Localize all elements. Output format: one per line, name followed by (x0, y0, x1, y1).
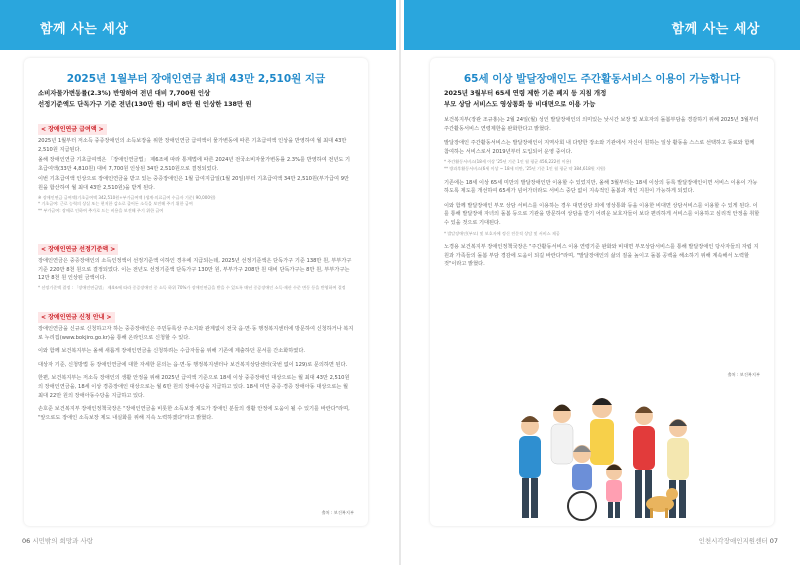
banner-title: 함께 사는 세상 (671, 22, 760, 37)
paragraph: 이와 함께 보건복지부는 올해 새롭게 장애인연금을 신청하려는 수급자들을 위해 기존에 제출하던 문서를 간소화하였다. (38, 348, 305, 355)
paragraph: 손호준 보건복지부 장애인정책국장은 "장애인연금을 비롯한 소득보장 제도가 장애인 분들의 생활 안정에 도움이 될 수 있기를 바란다"라며, "앞으로도 장애인 소득보장 제도 내실화를 위해 지속 노력하겠다"라고 밝혔다. (38, 406, 350, 421)
left-banner (0, 0, 396, 50)
people-illustration (502, 386, 702, 526)
page-number: 07 (769, 537, 778, 545)
footnote: * 선정기준액 결정 : 「장애인연금법」 제4조에 따라 중증장애인 중 소득 하위 70%가 장애인연금을 받을 수 있도록 매년 중증장애인 소득·재산 수준 변동 등을 반영하여 결정 (38, 284, 346, 290)
paragraph: 2025년 1월부터 저소득 중증장애인의 소득보장을 위한 장애인연금 급여액이 물가변동에 따른 기초급여액 인상을 반영하여 월 최대 43만 2,510원 지급된다. (38, 138, 347, 153)
paragraph: 보건복지부(장관 조규홍)는 2월 24일(월) 성인 발달장애인의 의미있는 낮시간 보장 및 보호자의 돌봄부담을 경감하기 위해 2025년 3월부터 주간활동서비스 연령제한을 완화한다고 밝혔다. (444, 117, 759, 132)
person-center-tall (590, 398, 614, 465)
article-card (430, 58, 774, 526)
source-credit: 출처 : 보건복지부 (727, 372, 760, 377)
paragraph: 올해 장애인연금 기초급여액은 「장애인연금법」 제6조에 따라 통계법에 따른 2024년 전국소비자물가변동률 2.3%를 반영하여 전년도 기초급여액(33만 4,810원) 대비 7,700원 인상된 34만 2,510원으로 결정되었다. (38, 157, 351, 172)
page-number: 06 (22, 537, 31, 545)
paragraph: 이번 기초급여액 인상으로 장애인연금을 받고 있는 중증장애인은 1월 급여지급일(1월 20일)부터 기초급여액 34만 2,510원(부가급여 9만 원을 합산하여 월 최대 43만 2,510원)을 받게 된다. (38, 176, 350, 191)
footer-text: 시민밖의 희망과 사랑 (32, 537, 94, 545)
footnote: * 주간활동서비스(18세 이상 '25년 기준 1인 월 평균 456,222원 이용) (444, 159, 572, 165)
paragraph: 발달장애인 주간활동서비스는 발달장애인이 지역사회 내 다양한 장소와 기관에서 자신이 원하는 일상 활동을 스스로 선택하고 동료와 함께 참여하는 서비스로서 2019년부터 도입되어 운영 중이다. (444, 140, 755, 155)
paragraph: 장애인연금은 중증장애인의 소득인정액이 선정기준액 이하인 경우에 지급되는데, 2025년 선정기준액은 단독가구 기준 138만 원, 부부가구 기준 220만 8천 원으로 결정되었다. 이는 전년도 선정기준액 단독가구 130만 원, 부부가구 208만 원 대비 단독가구는 8만 원, 부부가구는 12만 8천 원 인상된 금액이다. (38, 258, 352, 282)
page-footer (22, 536, 93, 545)
right-banner (404, 0, 800, 50)
paragraph: 장애인연금을 신규로 신청하고자 하는 중증장애인은 주민등록상 주소지와 관계없이 전국 읍·면·동 행정복지센터에 방문하여 신청하거나 복지로 누리집(www.bokjiro.go.kr)을 통해 온라인으로 신청할 수 있다. (38, 326, 354, 341)
source-credit: 출처 : 보건복지부 (321, 510, 354, 515)
page-footer (699, 536, 778, 545)
right-page (400, 0, 800, 565)
footer-text: 인천시각장애인지원센터 (698, 537, 768, 545)
paragraph: 대상자 기준, 신청방법 등 장애인연금에 대한 자세한 문의는 읍·면·동 행정복지센터나 보건복지상담센터(국번 없이 129)로 문의하면 된다. (38, 361, 348, 368)
book-spine (399, 0, 401, 565)
article-title: 65세 이상 발달장애인도 주간활동서비스 이용이 가능합니다 (463, 73, 741, 85)
article-card (24, 58, 368, 526)
article-lead-1: 2025년 3월부터 65세 연령 제한 기준 폐지 등 지침 개정 (444, 89, 607, 97)
paragraph: 기존에는 18세 이상 65세 미만의 발달장애인만 이용할 수 있었지만, 올해 3월부터는 18세 이상의 등록 발달장애인이면 서비스 이용이 가능하도록 제도를 개선하여 65세가 넘어가더라도 서비스 중단 없이 지속적인 돌봄과 개인 지원이 가능하게 되었다. (444, 179, 758, 195)
footnote: ** 부가급여: 장애로 인하여 추가로 드는 비용을 보전해 주기 위한 급여 (38, 207, 164, 213)
footnote: ※ 장애인연금 급여액(기초급여액 342,510원+부가급여액 (생계·의료급여 수급자 기준) 90,000원) (38, 194, 216, 200)
section-heading: < 장애인연금 급여액 > (38, 124, 107, 135)
footnote: * 기초급여: 근로 능력의 상실 또는 현저한 감소로 줄어든 소득을 보전해 주기 위한 급여 (38, 201, 193, 207)
footnote: ** 방과후활동서비스(6세 이상 ~ 18세 미만, '25년 기준 1인 월 평균 약 384,618원 지원) (444, 165, 606, 171)
paragraph: 노경용 보건복지부 장애인정책국장은 "주간활동서비스 이용 연령기준 완화와 비대면 부모상담서비스를 통해 발달장애인 당사자들의 자립 지원과 가족들의 돌봄 부담 경감에 도움이 되길 바란다"라며, "발달장애인의 삶의 질을 높이고 돌봄 공백을 해소하기 위해 계속해서 노력할 것"이라고 밝혔다. (444, 244, 759, 268)
article-lead-2: 선정기준액도 단독가구 기준 전년(130만 원) 대비 8만 원 인상한 138만 원 (38, 100, 252, 108)
article-title: 2025년 1월부터 장애인연금 최대 43만 2,510원 지급 (66, 73, 326, 85)
section-heading: < 장애인연금 신청 안내 > (38, 312, 115, 323)
person-left (519, 416, 541, 518)
person-back-left (551, 405, 573, 465)
footnote: * 발달장애인(부모) 및 보호자에 정신 전문적 상담 및 서비스 제공 (444, 230, 560, 236)
paragraph: 이와 함께 발달장애인 부모 상담 서비스를 이용하는 경우 대면상담 외에 영상통화 등을 이용한 비대면 상담서비스를 이용할 수 있게 된다. 이를 통해 발달장애 자녀의 돌봄 등으로 기관을 방문하여 상담을 받기 어려운 보호자들이 보다 편리하게 서비스를 이용하고 심리적 안정을 취할 수 있을 것으로 기대된다. (444, 202, 760, 226)
article-lead-2: 부모 상담 서비스도 영상통화 등 비대면으로 이용 가능 (444, 100, 596, 108)
banner-title: 함께 사는 세상 (40, 22, 129, 37)
section-heading: < 장애인연금 선정기준액 > (38, 244, 118, 255)
child (606, 464, 622, 518)
paragraph: 한편, 보건복지부는 저소득 장애인의 생활 안정을 위해 2025년 급여액 기준으로 18세 이상 중증장애인 대상으로는 월 최대 43만 2,510원의 장애인연금을, 18세 이상 경증장애인 대상으로는 월 6만 원의 장애수당을 지급하고 있다. 18세 미만 중증·경증 장애아동 대상으로는 월 최대 22만 원의 장애아동수당을 지급하고 있다. (38, 375, 350, 399)
article-lead-1: 소비자물가변동률(2.3%) 반영하여 전년 대비 7,700원 인상 (38, 89, 211, 97)
